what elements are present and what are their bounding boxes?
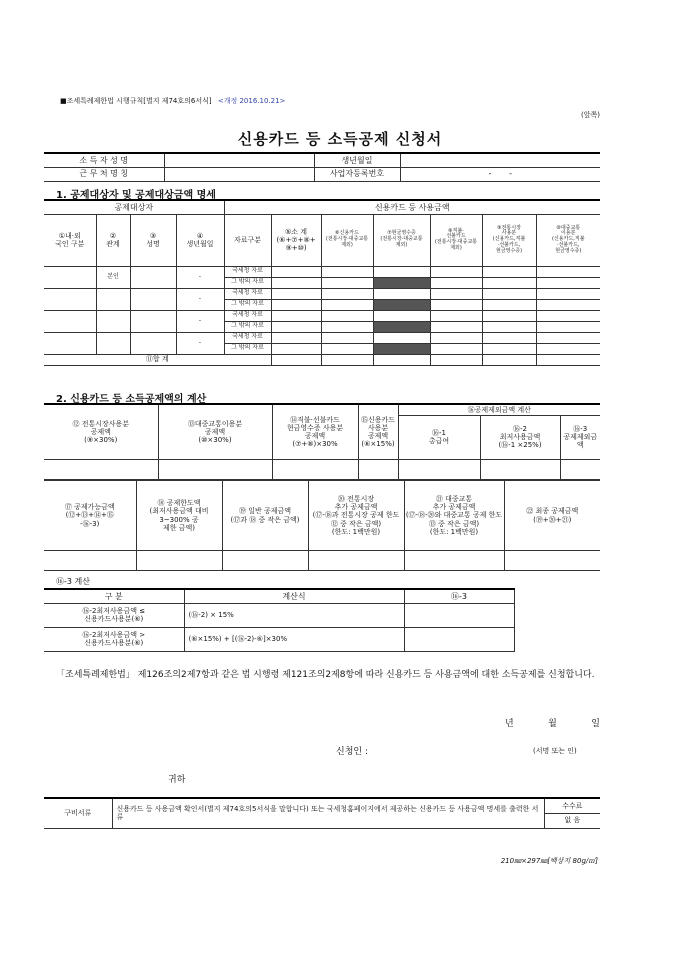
- amount-cell[interactable]: [536, 332, 600, 343]
- nts-data-label: 국세청 자료: [224, 310, 271, 321]
- amount-cell[interactable]: [482, 332, 536, 343]
- target-cell[interactable]: [130, 332, 176, 354]
- group-amount: 신용카드 등 사용금액: [224, 200, 600, 214]
- col-nationality: ①내·외 국인 구분: [44, 214, 96, 266]
- amount-cell[interactable]: [430, 288, 482, 299]
- amount-cell[interactable]: [536, 266, 600, 277]
- amount-cell[interactable]: [482, 277, 536, 288]
- amount-cell[interactable]: [430, 343, 482, 354]
- total-cell[interactable]: [536, 354, 600, 365]
- target-cell[interactable]: [44, 288, 96, 310]
- workplace-label: 근 무 처 명 칭: [44, 167, 164, 181]
- col-formula: 계산식: [184, 589, 404, 603]
- result-cell[interactable]: [404, 603, 514, 627]
- amount-cell[interactable]: [321, 299, 373, 310]
- section3-title: ⑯-3 계산: [56, 577, 90, 586]
- other-data-label: 그 밖의 자료: [224, 299, 271, 310]
- applicant-info-table: [44, 152, 600, 182]
- amount-cell[interactable]: [271, 299, 321, 310]
- amount-cell[interactable]: [482, 310, 536, 321]
- month-label: 월: [548, 719, 557, 729]
- other-data-label: 그 밖의 자료: [224, 343, 271, 354]
- shaded-cell: [373, 343, 430, 354]
- other-data-label: 그 밖의 자료: [224, 321, 271, 332]
- value-cell[interactable]: [358, 459, 398, 479]
- legal-reference: [60, 96, 285, 106]
- amount-cell[interactable]: [321, 321, 373, 332]
- shaded-cell: [373, 299, 430, 310]
- value-cell[interactable]: [272, 459, 358, 479]
- amount-cell[interactable]: [536, 299, 600, 310]
- col-transit-extra-deduction: ㉑ 대중교통 추가 공제금액 (⑰-⑱-⑳와 대중교통 공제 한도 ⑬ 중 작은 금액) (한도: 1백만원): [404, 481, 504, 551]
- birthdate-cell[interactable]: -: [176, 288, 224, 310]
- recipient-label: 귀하: [168, 775, 186, 785]
- workplace-field[interactable]: [164, 167, 314, 181]
- target-cell[interactable]: [96, 332, 130, 354]
- amount-cell[interactable]: [482, 299, 536, 310]
- col-credit-card-deduction: ⑮신용카드사용분 공제액 (⑥×15%): [358, 404, 398, 459]
- name-label: 소 득 자 성 명: [44, 153, 164, 167]
- target-cell[interactable]: [130, 288, 176, 310]
- col-subtotal: ⑤소 계 (⑥+⑦+⑧+ ⑨+⑩): [271, 214, 321, 266]
- amount-cell[interactable]: [430, 266, 482, 277]
- col-traditional-market: ⑨전통시장 사용분 (신용카드,직불 ·선불카드, 현금영수증): [482, 214, 536, 266]
- target-cell[interactable]: [44, 310, 96, 332]
- target-cell[interactable]: [130, 310, 176, 332]
- nts-data-label: 국세청 자료: [224, 332, 271, 343]
- signature-field[interactable]: (서명 또는 인): [533, 747, 577, 755]
- deduction-calc-table-bottom: [44, 480, 600, 571]
- amount-cell[interactable]: [536, 343, 600, 354]
- paper-size-note: 210㎜×297㎜[백상지 80g/㎡]: [500, 857, 598, 865]
- target-cell[interactable]: [44, 266, 96, 288]
- formula-cell: (⑥×15%) + [(⑯-2)-⑥]×30%: [184, 627, 404, 651]
- day-label: 일: [591, 719, 600, 729]
- col-general-deduction: ⑲ 일반 공제금액 (⑰과 ⑱ 중 작은 금액): [222, 481, 308, 551]
- amount-cell[interactable]: [321, 266, 373, 277]
- value-cell[interactable]: [480, 459, 560, 479]
- amount-cell[interactable]: [373, 288, 430, 299]
- amount-cell[interactable]: [482, 321, 536, 332]
- total-cell[interactable]: [373, 354, 430, 365]
- amount-cell[interactable]: [430, 332, 482, 343]
- exclusion-calc-table: [44, 588, 515, 652]
- required-documents-table: [44, 797, 600, 829]
- amount-cell[interactable]: [321, 332, 373, 343]
- amount-cell[interactable]: [536, 288, 600, 299]
- value-cell[interactable]: [398, 459, 480, 479]
- result-cell[interactable]: [404, 627, 514, 651]
- condition-cell: ⑯-2최저사용금액 > 신용카드사용분(⑥): [44, 627, 184, 651]
- col-market-extra-deduction: ⑳ 전통시장 추가 공제금액 (⑰-⑱과 전통시장 공제 한도 ⑫ 중 작은 금액) (한도: 1백만원): [308, 481, 404, 551]
- value-cell[interactable]: [158, 459, 272, 479]
- col-name: ③ 성명: [130, 214, 176, 266]
- amount-cell[interactable]: [373, 310, 430, 321]
- formula-cell: (⑯-2) × 15%: [184, 603, 404, 627]
- section2-title: 2. 신용카드 등 소득공제액의 계산: [56, 394, 207, 405]
- col-birthdate: ④ 생년월일: [176, 214, 224, 266]
- amount-cell[interactable]: [321, 277, 373, 288]
- page-side-note: (앞쪽): [581, 111, 600, 119]
- nts-data-label: 국세청 자료: [224, 288, 271, 299]
- value-cell[interactable]: [44, 551, 136, 571]
- bizno-label: 사업자등록번호: [314, 167, 400, 181]
- section1-title: 1. 공제대상자 및 공제대상금액 명세: [56, 190, 216, 201]
- amount-cell[interactable]: [271, 332, 321, 343]
- amount-cell[interactable]: [482, 266, 536, 277]
- form-title: 신용카드 등 소득공제 신청서: [237, 130, 443, 148]
- value-cell[interactable]: [44, 459, 158, 479]
- col-cash-receipt: ⑦현금영수증 (전통시장·대중교통 제외): [373, 214, 430, 266]
- col-result: ⑯-3: [404, 589, 514, 603]
- total-label: ⑪합 계: [44, 354, 271, 365]
- value-cell[interactable]: [504, 551, 600, 571]
- declaration-text: 「조세특례제한법」 제126조의2제7항과 같은 법 시행령 제121조의2제8항에 따라 신용카드 등 사용금액에 대한 소득공제를 신청합니다.: [56, 670, 595, 680]
- other-data-label: 그 밖의 자료: [224, 277, 271, 288]
- value-cell[interactable]: [560, 459, 600, 479]
- col-exclusion-amount: ⑯-3 공제제외금액: [560, 415, 600, 459]
- col-public-transit: ⑩대중교통 이용분 (신용카드,직불 ·선불카드, 현금영수증): [536, 214, 600, 266]
- col-division: 구 분: [44, 589, 184, 603]
- amount-cell[interactable]: [373, 332, 430, 343]
- col-data-type: 자료구분: [224, 214, 271, 266]
- amount-cell[interactable]: [373, 266, 430, 277]
- target-cell[interactable]: [44, 332, 96, 354]
- amount-cell[interactable]: [536, 277, 600, 288]
- amount-cell[interactable]: [271, 288, 321, 299]
- revision-note: <개정 2016.10.21>: [217, 97, 286, 105]
- target-cell[interactable]: [96, 310, 130, 332]
- self-relation: 본인: [96, 266, 130, 288]
- group-target: 공제대상자: [44, 200, 224, 214]
- applicant-label: 신청인 :: [336, 747, 368, 757]
- col-traditional-market-deduction: ⑫ 전통시장사용분 공제액 (⑨×30%): [44, 404, 158, 459]
- col-minimum-usage: ⑯-2 최저사용금액 (⑯-1 ×25%): [480, 415, 560, 459]
- total-cell[interactable]: [430, 354, 482, 365]
- birthdate-cell[interactable]: -: [176, 332, 224, 354]
- amount-cell[interactable]: [430, 277, 482, 288]
- amount-cell[interactable]: [430, 310, 482, 321]
- total-cell[interactable]: [482, 354, 536, 365]
- target-cell[interactable]: [130, 266, 176, 288]
- amount-cell[interactable]: [321, 288, 373, 299]
- value-cell[interactable]: [136, 551, 222, 571]
- value-cell[interactable]: [308, 551, 404, 571]
- name-field[interactable]: [164, 153, 314, 167]
- col-exclusion-group: ⑯공제제외금액 계산: [398, 404, 600, 415]
- amount-cell[interactable]: [482, 288, 536, 299]
- deduction-calc-table-top: [44, 403, 600, 480]
- form-number: ■조세특례제한법 시행규칙[별지 제74호의6서식]: [60, 97, 212, 105]
- fee-label: 수수료: [544, 798, 600, 813]
- amount-cell[interactable]: [536, 310, 600, 321]
- year-label: 년: [505, 719, 514, 729]
- birthdate-cell[interactable]: -: [176, 310, 224, 332]
- col-final-deduction: ㉒ 최종 공제금액 (⑲+⑳+㉑): [504, 481, 600, 551]
- amount-cell[interactable]: [271, 277, 321, 288]
- col-deduction-limit: ⑱ 공제한도액 (최저사용금액 대비 3~300% 공 제한 금액): [136, 481, 222, 551]
- deduction-targets-table: [44, 199, 600, 366]
- fee-value: 없 음: [544, 813, 600, 828]
- col-debit-prepaid: ⑧직불· 선불카드 (전통시장·대중교통 제외): [430, 214, 482, 266]
- docs-text: 신용카드 등 사용금액 확인서(별지 제74호의5서식을 말합니다) 또는 국세청홈페이지에서 제공하는 신용카드 등 사용금액 명세를 출력한 서류: [112, 798, 544, 828]
- amount-cell[interactable]: [321, 310, 373, 321]
- amount-cell[interactable]: [482, 343, 536, 354]
- amount-cell[interactable]: [271, 321, 321, 332]
- birthdate-cell[interactable]: -: [176, 266, 224, 288]
- amount-cell[interactable]: [271, 310, 321, 321]
- amount-cell[interactable]: [430, 299, 482, 310]
- col-debit-cash-deduction: ⑭직불·선불카드 현금영수증 사용분 공제액 (⑦+⑧)×30%: [272, 404, 358, 459]
- total-cell[interactable]: [321, 354, 373, 365]
- amount-cell[interactable]: [321, 343, 373, 354]
- birth-field[interactable]: [400, 153, 600, 167]
- col-credit-card: ⑥신용카드 (전통시장·대중교통 제외): [321, 214, 373, 266]
- date-line: [505, 716, 600, 729]
- condition-cell: ⑯-2최저사용금액 ≤ 신용카드사용분(⑥): [44, 603, 184, 627]
- col-total-salary: ⑯-1 총급여: [398, 415, 480, 459]
- value-cell[interactable]: [404, 551, 504, 571]
- amount-cell[interactable]: [430, 321, 482, 332]
- amount-cell[interactable]: [271, 343, 321, 354]
- col-deductible-amount: ⑰ 공제가능금액 (⑫+⑬+⑭+⑮ -⑯-3): [44, 481, 136, 551]
- col-relation: ② 관계: [96, 214, 130, 266]
- value-cell[interactable]: [222, 551, 308, 571]
- shaded-cell: [373, 321, 430, 332]
- bizno-field[interactable]: - -: [400, 167, 600, 181]
- birth-label: 생년월일: [314, 153, 400, 167]
- amount-cell[interactable]: [536, 321, 600, 332]
- amount-cell[interactable]: [271, 266, 321, 277]
- col-public-transit-deduction: ⑬대중교통이용분 공제액 (⑩×30%): [158, 404, 272, 459]
- total-cell[interactable]: [271, 354, 321, 365]
- docs-label: 구비서류: [44, 798, 112, 828]
- nts-data-label: 국세청 자료: [224, 266, 271, 277]
- target-cell[interactable]: [96, 288, 130, 310]
- shaded-cell: [373, 277, 430, 288]
